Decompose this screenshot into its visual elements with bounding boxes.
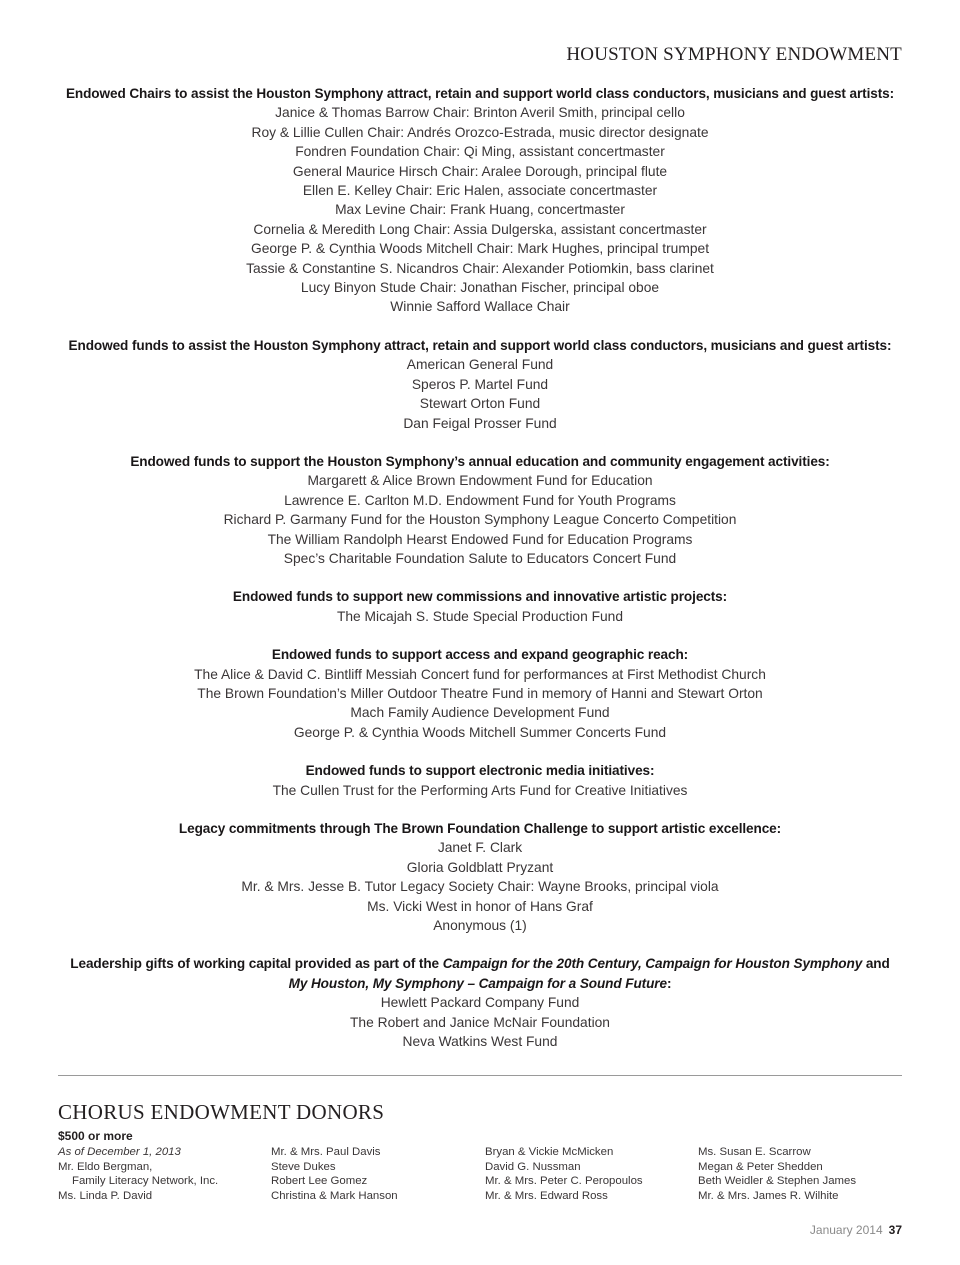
- section-endowed-chairs: [40, 84, 920, 317]
- section-endowed-funds-artists: [40, 336, 920, 433]
- list-item: Roy & Lillie Cullen Chair: Andrés Orozco-Estrada, music director designate: [251, 124, 709, 140]
- donor-name: Christina & Mark Hanson: [271, 1189, 398, 1202]
- section-heading: [40, 954, 920, 993]
- donor-column: [58, 1145, 218, 1203]
- list-item: Max Levine Chair: Frank Huang, concertmaster: [335, 202, 625, 218]
- list-item: Winnie Safford Wallace Chair: [390, 299, 570, 315]
- page-footer: [810, 1223, 902, 1237]
- donor-name: David G. Nussman: [485, 1160, 581, 1173]
- donor-column: [485, 1145, 643, 1203]
- list-item: Mr. & Mrs. Jesse B. Tutor Legacy Society Chair: Wayne Brooks, principal viola: [241, 879, 719, 895]
- list-item: Tassie & Constantine S. Nicandros Chair: Alexander Potiomkin, bass clarinet: [246, 260, 714, 276]
- list-item: Janet F. Clark: [437, 840, 523, 856]
- donor-name: Megan & Peter Shedden: [698, 1160, 823, 1173]
- list-item: Anonymous (1): [433, 918, 527, 934]
- list-item: The Alice & David C. Bintliff Messiah Concert fund for performances at First Methodist Church: [194, 666, 766, 682]
- list-item: George P. & Cynthia Woods Mitchell Chair: Mark Hughes, principal trumpet: [250, 241, 710, 257]
- list-item: Mach Family Audience Development Fund: [350, 705, 610, 721]
- list-item: The Robert and Janice McNair Foundation: [350, 1014, 610, 1030]
- list-item: Neva Watkins West Fund: [402, 1034, 558, 1050]
- list-item: Richard P. Garmany Fund for the Houston Symphony League Concerto Competition: [223, 512, 737, 528]
- donor-name: Beth Weidler & Stephen James: [698, 1175, 857, 1188]
- section-heading: Endowed funds to support the Houston Symphony’s annual education and community engagement activities:: [130, 453, 830, 469]
- section-heading: Endowed funds to support access and expand geographic reach:: [271, 647, 689, 663]
- list-item: Ms. Vicki West in honor of Hans Graf: [367, 898, 593, 914]
- list-item: Margarett & Alice Brown Endowment Fund for Education: [307, 473, 653, 489]
- campaign-names: Campaign for the 20th Century, Campaign for Houston Symphony: [442, 956, 863, 972]
- list-item: Gloria Goldblatt Pryzant: [406, 859, 554, 875]
- donor-name: Steve Dukes: [271, 1160, 336, 1173]
- campaign-name: My Houston, My Symphony – Campaign for a Sound Future: [288, 975, 667, 991]
- section-heading: Legacy commitments through The Brown Foundation Challenge to support artistic excellence:: [178, 821, 782, 836]
- list-item: Stewart Orton Fund: [419, 396, 541, 412]
- section-heading: Endowed funds to support new commissions and innovative artistic projects:: [232, 589, 728, 605]
- donor-name: Mr. & Mrs. Peter C. Peropoulos: [485, 1175, 643, 1188]
- list-item: Janice & Thomas Barrow Chair: Brinton Averil Smith, principal cello: [275, 105, 685, 121]
- list-item: Lucy Binyon Stude Chair: Jonathan Fischer, principal oboe: [300, 280, 660, 296]
- donor-name: Bryan & Vickie McMicken: [485, 1146, 614, 1158]
- donor-name: Robert Lee Gomez: [271, 1175, 368, 1188]
- donor-name: Mr. & Mrs. Edward Ross: [485, 1189, 608, 1202]
- section-commissions-funds: [40, 587, 920, 626]
- section-heading: Endowed funds to assist the Houston Symphony attract, retain and support world class conductors, musicians and guest artists:: [68, 337, 892, 353]
- section-divider: [58, 1075, 902, 1076]
- heading-text: Leadership gifts of working capital provided as part of the: [70, 956, 443, 972]
- donor-level: $500 or more: [58, 1129, 133, 1143]
- section-legacy-commitments: [40, 819, 920, 935]
- donor-name: Ms. Susan E. Scarrow: [698, 1146, 811, 1158]
- donor-name: Mr. & Mrs. James R. Wilhite: [698, 1189, 839, 1202]
- list-item: The William Randolph Hearst Endowed Fund for Education Programs: [267, 531, 693, 547]
- list-item: Hewlett Packard Company Fund: [380, 995, 580, 1011]
- donor-name: Mr. Eldo Bergman,: [58, 1160, 153, 1173]
- section-leadership-gifts: [40, 954, 920, 1051]
- section-media-funds: [40, 761, 920, 800]
- list-item: Cornelia & Meredith Long Chair: Assia Dulgerska, assistant concertmaster: [253, 221, 707, 237]
- page-number: 37: [888, 1223, 902, 1237]
- donor-name: Ms. Linda P. David: [58, 1189, 153, 1202]
- list-item: The Micajah S. Stude Special Production Fund: [336, 608, 624, 624]
- list-item: American General Fund: [406, 357, 554, 373]
- section-education-funds: [40, 452, 920, 568]
- donor-column: [271, 1145, 398, 1203]
- list-item: The Cullen Trust for the Performing Arts Fund for Creative Initiatives: [272, 782, 688, 798]
- list-item: Lawrence E. Carlton M.D. Endowment Fund for Youth Programs: [284, 492, 676, 508]
- as-of-date: As of December 1, 2013: [58, 1146, 181, 1158]
- running-head-title: HOUSTON SYMPHONY ENDOWMENT: [566, 44, 902, 65]
- donor-column: [698, 1145, 856, 1203]
- list-item: General Maurice Hirsch Chair: Aralee Dorough, principal flute: [292, 163, 668, 179]
- section-heading: Endowed funds to support electronic media initiatives:: [305, 763, 655, 779]
- section-heading: Endowed Chairs to assist the Houston Symphony attract, retain and support world class conductors, musicians and guest artists:: [65, 86, 895, 101]
- list-item: Fondren Foundation Chair: Qi Ming, assistant concertmaster: [295, 144, 665, 160]
- section-access-funds: [40, 645, 920, 742]
- donor-name: Family Literacy Network, Inc.: [72, 1175, 219, 1188]
- heading-text: and: [862, 956, 890, 972]
- issue-date: January 2014: [809, 1223, 883, 1237]
- list-item: Speros P. Martel Fund: [411, 376, 549, 392]
- list-item: George P. & Cynthia Woods Mitchell Summer Concerts Fund: [293, 724, 667, 740]
- donor-name: Mr. & Mrs. Paul Davis: [271, 1146, 381, 1158]
- list-item: Dan Feigal Prosser Fund: [403, 415, 557, 431]
- endowment-list: [40, 84, 920, 1070]
- list-item: Ellen E. Kelley Chair: Eric Halen, associate concertmaster: [302, 183, 658, 199]
- chorus-section-title: CHORUS ENDOWMENT DONORS: [58, 1100, 385, 1124]
- list-item: Spec’s Charitable Foundation Salute to Educators Concert Fund: [283, 550, 677, 566]
- list-item: The Brown Foundation’s Miller Outdoor Theatre Fund in memory of Hanni and Stewart Orton: [197, 685, 763, 701]
- heading-colon: :: [666, 975, 672, 991]
